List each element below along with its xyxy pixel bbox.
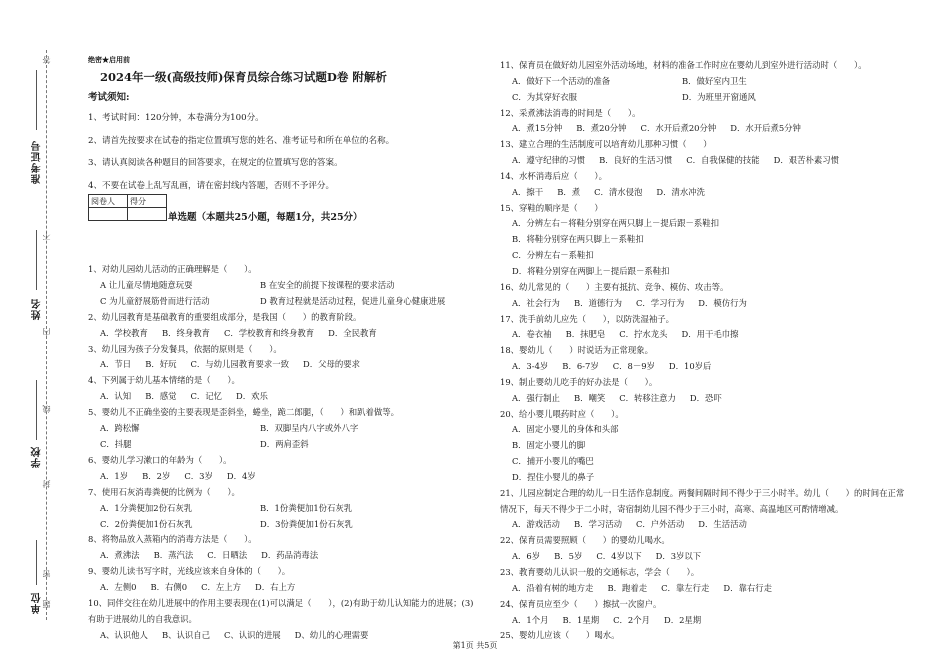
binding-label-ticket: 准考证号 <box>32 140 43 184</box>
option-choice[interactable]: C．自我保健的技能 <box>686 155 760 166</box>
binding-mark: 内 <box>42 328 51 336</box>
notice-item: 3、请认真阅读各种题目的回答要求，在规定的位置填写您的答案。 <box>88 158 343 168</box>
option-choice[interactable]: C．4岁以下 <box>596 551 642 562</box>
option-choice[interactable]: D．艰苦朴素习惯 <box>773 155 839 166</box>
binding-fill-ticket <box>36 70 38 130</box>
option-choice[interactable]: A．沿着有树的地方走 <box>512 582 594 593</box>
option-choice[interactable]: A．社会行为 <box>512 297 560 308</box>
option-choice[interactable]: B．5岁 <box>554 551 583 562</box>
option-row <box>512 121 910 137</box>
option-row <box>100 357 478 373</box>
option-choice[interactable]: C．分辨左右－系鞋扣 <box>512 250 594 261</box>
option-choice[interactable]: B．终身教育 <box>161 327 210 338</box>
option-choice[interactable]: A．认知 <box>100 391 132 402</box>
option-choice[interactable]: B．感觉 <box>145 391 177 402</box>
option-choice[interactable]: A．游戏活动 <box>512 519 560 530</box>
binding-mark: 线 <box>42 405 51 413</box>
option-choice[interactable]: A．做好下一个活动的准备 <box>512 75 611 86</box>
binding-mark: 题 <box>42 600 51 608</box>
option-choice[interactable]: A．学校教育 <box>100 327 148 338</box>
option-choice[interactable]: B．1星期 <box>562 614 600 625</box>
option-choice[interactable]: C．转移注意力 <box>619 392 676 403</box>
option-row <box>512 90 910 106</box>
option-row <box>512 438 910 454</box>
score-table-reviewer: 阅卷人 <box>89 195 128 208</box>
option-choice[interactable]: B．6-7岁 <box>562 361 599 372</box>
question-text: 17、洗手前幼儿应先（ ），以防洗湿袖子。 <box>500 313 674 324</box>
option-choice[interactable]: B、认识自己 <box>161 629 210 640</box>
score-table-score-cell[interactable] <box>128 208 167 221</box>
option-choice[interactable]: D．4岁 <box>226 470 256 481</box>
option-choice[interactable]: B．跑着走 <box>607 582 648 593</box>
option-choice[interactable]: D．欢乐 <box>236 391 268 402</box>
binding-fill-name <box>36 230 38 290</box>
option-choice[interactable]: D．药品消毒法 <box>261 550 319 561</box>
option-row <box>512 470 910 486</box>
question-text: 21、儿园应制定合理的幼儿一日生活作息制度。两餐间隔时间不得少于三小时半。幼儿（ ）的时间在正常情况下，每天不得少于二小时，寄宿制幼儿园不得少于三小时，高寒、高温地区可酌情增减。 <box>500 487 905 514</box>
option-choice[interactable]: C．3岁 <box>184 470 213 481</box>
question-text: 20、给小婴儿喂药时应（ ）。 <box>500 408 624 419</box>
option-row <box>512 391 910 407</box>
question-text: 2、幼儿园教育是基础教育的重要组成部分，是我国（ ）的教育阶段。 <box>88 311 362 322</box>
question-text: 5、婴幼儿不正确坐姿的主要表现是歪斜坐，蜷坐，跪二郎腿，（ ）和趴着做等。 <box>88 407 400 418</box>
option-choice[interactable]: A．1个月 <box>512 614 549 625</box>
notice-title: 考试须知: <box>88 92 130 103</box>
question-text: 7、使用石灰消毒粪便的比例为（ ）。 <box>88 486 240 497</box>
option-row <box>512 185 910 201</box>
binding-label-name: 姓名 <box>32 298 43 320</box>
page-title: 2024年一级(高级技师)保育员综合练习试题D卷 附解析 <box>100 70 387 84</box>
option-choice[interactable]: A．跨松懈 <box>100 423 140 434</box>
option-choice[interactable]: A．强行制止 <box>512 392 560 403</box>
score-table <box>88 194 167 221</box>
header-block <box>88 55 468 197</box>
binding-mark: 密 <box>42 570 51 578</box>
option-choice[interactable]: D．用干毛巾擦 <box>681 329 739 340</box>
option-choice[interactable]: C．日晒法 <box>207 550 248 561</box>
option-choice[interactable]: C．户外活动 <box>635 519 685 530</box>
option-choice[interactable]: A．煮15分钟 <box>512 123 563 134</box>
option-row <box>512 216 910 232</box>
option-choice[interactable]: C．学校教育和终身教育 <box>223 327 315 338</box>
option-choice[interactable]: B．嘲笑 <box>573 392 606 403</box>
option-choice[interactable]: A．1岁 <box>100 470 129 481</box>
binding-fill-school <box>36 380 38 440</box>
option-row <box>512 232 910 248</box>
question-text: 9、婴幼儿读书写字时，光线应该来自身体的（ ）。 <box>88 566 291 577</box>
option-choice[interactable]: B．学习活动 <box>573 519 622 530</box>
option-choice[interactable]: A．左侧0 <box>100 582 137 593</box>
option-choice[interactable]: B 在安全的前提下按课程的要求活动 <box>260 279 395 290</box>
option-choice[interactable]: B．煮 <box>557 186 581 197</box>
binding-mark: 答 <box>42 56 51 64</box>
option-choice[interactable]: B．煮20分钟 <box>576 123 627 134</box>
option-row <box>100 501 478 517</box>
option-choice[interactable]: C．学习行为 <box>635 297 685 308</box>
notice-item: 4、不要在试卷上乱写乱画，请在密封线内答题，否则不予评分。 <box>88 180 335 191</box>
question-text: 12、采煮沸法消毒的时间是（ ）。 <box>500 107 641 118</box>
question-text: 13、建立合理的生活制度可以培育幼儿那种习惯（ ） <box>500 139 712 150</box>
binding-mark: 封 <box>42 480 51 488</box>
option-choice[interactable]: D．清水冲洗 <box>656 186 705 197</box>
option-choice[interactable]: C．抖腿 <box>100 438 132 449</box>
option-row <box>512 296 910 312</box>
option-row <box>512 248 910 264</box>
option-choice[interactable]: C．拧水龙头 <box>619 329 668 340</box>
option-choice[interactable]: A．遵守纪律的习惯 <box>512 155 586 166</box>
option-choice[interactable]: A．擦干 <box>512 186 544 197</box>
binding-label-unit: 单位 <box>32 592 43 614</box>
option-row <box>512 454 910 470</box>
binding-fill-unit <box>36 540 38 585</box>
option-choice[interactable]: D．全民教育 <box>328 327 377 338</box>
option-choice[interactable]: D．两肩歪斜 <box>260 438 309 449</box>
option-choice[interactable]: B．做好室内卫生 <box>682 75 747 86</box>
question-text: 14、水杯消毒后应（ ）。 <box>500 170 607 181</box>
option-choice[interactable]: C．捕开小婴儿的嘴巴 <box>512 456 594 467</box>
question-text: 23、教育婴幼儿认识一般的交通标志，学会（ ）。 <box>500 567 700 577</box>
option-choice[interactable]: B．蒸汽法 <box>153 550 194 561</box>
question-text: 15、穿鞋的顺序是（ ） <box>500 202 603 213</box>
option-choice[interactable]: C．记忆 <box>190 391 223 402</box>
option-row <box>100 580 478 596</box>
option-row <box>512 264 910 280</box>
option-choice[interactable]: B．1份粪便加1份石灰乳 <box>260 502 353 513</box>
score-table-score: 得分 <box>128 195 167 208</box>
questions-left <box>88 262 478 644</box>
option-row <box>512 359 910 375</box>
option-choice[interactable]: B．道德行为 <box>573 297 622 308</box>
option-choice[interactable]: A．6岁 <box>512 551 541 562</box>
question-text: 22、保育员需要照顾（ ）的婴幼儿喝水。 <box>500 535 670 546</box>
questions-right <box>500 58 910 644</box>
option-choice[interactable]: A．固定小婴儿的身体和头部 <box>512 424 619 435</box>
option-choice[interactable]: D．模仿行为 <box>698 297 747 308</box>
option-choice[interactable]: C．左上方 <box>201 582 242 593</box>
option-choice[interactable]: D．恐吓 <box>689 392 722 403</box>
option-choice[interactable]: D．生活活动 <box>698 519 747 530</box>
option-choice[interactable]: D．父母的要求 <box>303 359 360 370</box>
option-choice[interactable]: C．为其穿好衣服 <box>512 91 578 102</box>
option-choice[interactable]: D．3岁以下 <box>655 551 702 562</box>
option-choice[interactable]: D．10岁后 <box>668 361 712 372</box>
option-choice[interactable]: D．将鞋分别穿在两脚上－提后跟－系鞋扣 <box>512 265 670 276</box>
option-row <box>512 422 910 438</box>
question-text: 25、婴幼儿应该（ ）喝水。 <box>500 630 620 641</box>
option-row <box>100 278 478 294</box>
question-text: 24、保育员应至少（ ）擦拭一次窗户。 <box>500 598 662 609</box>
score-table-reviewer-cell[interactable] <box>89 208 128 221</box>
page-footer: 第1页 共5页 <box>452 641 498 650</box>
option-choice[interactable]: D．右上方 <box>255 582 296 593</box>
option-row <box>100 421 478 437</box>
option-row <box>512 74 910 90</box>
option-row <box>512 549 910 565</box>
option-choice[interactable]: A、认识他人 <box>100 629 148 640</box>
option-choice[interactable]: C．8－9岁 <box>612 361 655 372</box>
option-row <box>100 548 478 564</box>
option-choice[interactable]: C．2份粪便加1份石灰乳 <box>100 518 193 529</box>
option-choice[interactable]: D、幼儿的心理需要 <box>294 629 369 640</box>
option-row <box>100 389 478 405</box>
option-choice[interactable]: C．2个月 <box>613 614 650 625</box>
option-row <box>512 327 910 343</box>
binding-label-school: 学校 <box>32 446 43 468</box>
option-choice[interactable]: A 让儿童尽情地随意玩耍 <box>100 279 193 290</box>
question-text: 11、保育员在做好幼儿园室外活动场地，材料的准备工作时应在婴幼儿到室外进行活动时（ ）。 <box>500 60 867 70</box>
option-row <box>512 613 910 629</box>
option-choice[interactable]: B．抹肥皂 <box>565 329 606 340</box>
option-choice[interactable]: B．2岁 <box>142 470 171 481</box>
option-choice[interactable]: D．水开后煮5分钟 <box>730 123 801 134</box>
option-choice[interactable]: D．3份粪便加1份石灰乳 <box>260 518 353 529</box>
question-text: 3、幼儿园为孩子分发餐具，依据的原则是（ ）。 <box>88 343 282 354</box>
question-text: 8、将物品放入蒸箱内的消毒方法是（ ）。 <box>88 534 257 545</box>
option-choice[interactable]: D．为班里开窗通风 <box>682 91 756 102</box>
option-row <box>512 153 910 169</box>
option-choice[interactable]: C．与幼儿园教育要求一致 <box>190 359 290 370</box>
option-choice[interactable]: A．1分粪便加2份石灰乳 <box>100 502 193 513</box>
option-choice[interactable]: B．固定小婴儿的脚 <box>512 440 586 451</box>
option-row <box>100 437 478 453</box>
option-choice[interactable]: B．好玩 <box>145 359 177 370</box>
option-choice[interactable]: D．2星期 <box>664 614 702 625</box>
option-choice[interactable]: C 为儿童舒展筋骨而进行活动 <box>100 295 210 306</box>
option-choice[interactable]: A．节日 <box>100 359 132 370</box>
option-row <box>512 517 910 533</box>
option-choice[interactable]: B．双脚呈内八字或外八字 <box>260 423 359 434</box>
notice-item: 1、考试时间：120分钟，本卷满分为100分。 <box>88 113 264 123</box>
option-choice[interactable]: A．分辨左右－将鞋分别穿在两只脚上－提后跟－系鞋扣 <box>512 218 720 229</box>
option-choice[interactable]: B．良好的生活习惯 <box>599 155 673 166</box>
binding-mark: 不 <box>42 232 51 240</box>
notice-item: 2、请首先按要求在试卷的指定位置填写您的姓名、准考证号和所在单位的名称。 <box>88 135 395 146</box>
question-text: 16、幼儿常见的（ ）主要有抵抗、竞争、模仿、攻击等。 <box>500 281 729 292</box>
option-choice[interactable]: A．卷衣袖 <box>512 329 552 340</box>
question-text: 18、婴幼儿（ ）时说话为正常现象。 <box>500 345 654 356</box>
option-choice[interactable]: D 教育过程就是活动过程，促进儿童身心健康进展 <box>260 295 446 306</box>
option-row <box>512 581 910 597</box>
question-text: 4、下列属于幼儿基本情绪的是（ ）。 <box>88 375 240 386</box>
option-choice[interactable]: C．水开后煮20分钟 <box>640 123 717 134</box>
option-choice[interactable]: D．捏住小婴儿的鼻子 <box>512 471 595 482</box>
option-choice[interactable]: C、认识的进展 <box>223 629 281 640</box>
question-text: 19、制止婴幼儿吃手的好办法是（ ）。 <box>500 376 658 387</box>
option-choice[interactable]: C．靠左行走 <box>661 582 710 593</box>
option-row <box>100 294 478 310</box>
question-text: 1、对幼儿园幼儿活动的正确理解是（ ）。 <box>88 264 257 274</box>
option-choice[interactable]: C．清水侵泡 <box>594 186 643 197</box>
question-text: 10、同伴交往在幼儿进展中的作用主要表现在(1)可以满足（ ），(2)有助于幼儿认知能力的进展；(3)有助于进展幼儿的自我意识。 <box>88 598 474 624</box>
option-row <box>100 469 478 485</box>
option-choice[interactable]: A．3-4岁 <box>512 361 549 372</box>
question-text: 6、婴幼儿学习漱口的年龄为（ ）。 <box>88 454 232 465</box>
section-heading: 单选题（本题共25小题，每题1分，共25分） <box>168 212 363 223</box>
option-choice[interactable]: B．将鞋分别穿在两只脚上－系鞋扣 <box>512 234 644 245</box>
secret-label: 绝密★启用前 <box>88 55 130 64</box>
option-choice[interactable]: D．靠右行走 <box>723 582 772 593</box>
option-choice[interactable]: B．右侧0 <box>150 582 188 593</box>
option-row <box>100 326 478 342</box>
option-choice[interactable]: A．煮沸法 <box>100 550 140 561</box>
option-row <box>100 517 478 533</box>
